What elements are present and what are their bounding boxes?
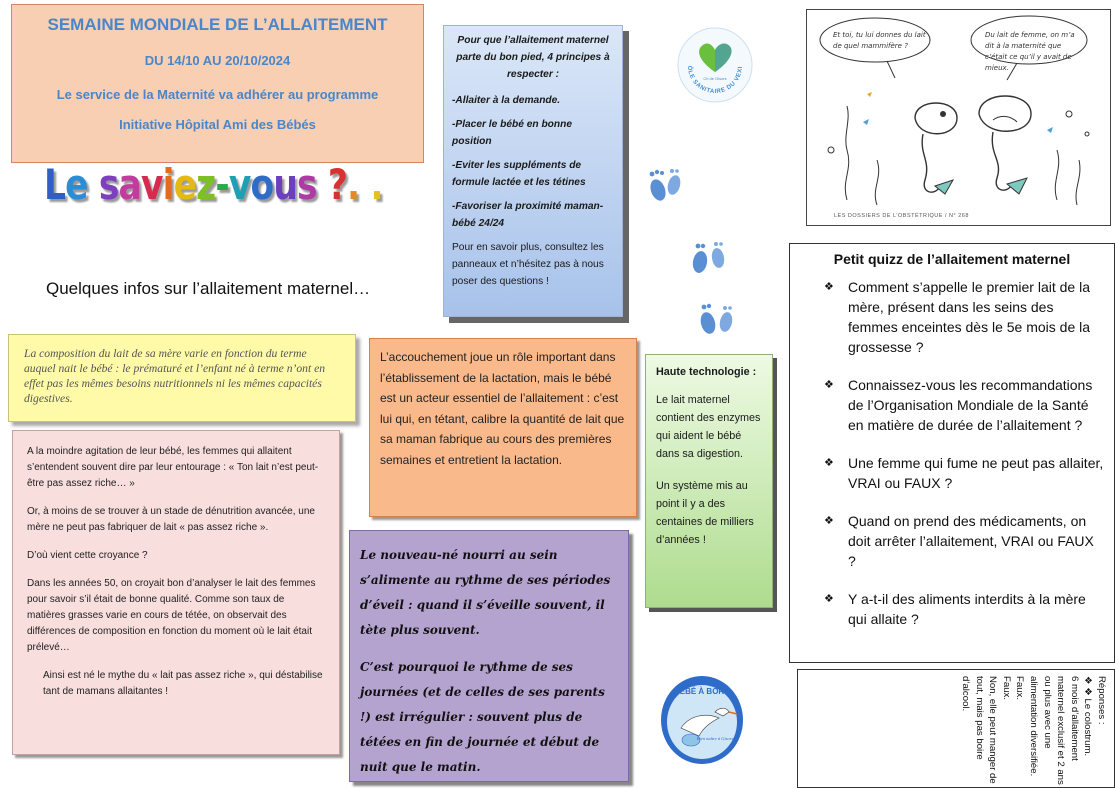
quiz-question-text: Une femme qui fume ne peut pas allaiter, VRAI ou FAUX ? <box>848 455 1104 491</box>
saviez-letter: ? <box>327 160 348 209</box>
technology-title: Haute technologie : <box>656 366 757 378</box>
infos-title: Quelques infos sur l’allaitement maternel… <box>46 279 371 298</box>
saviez-letter: v <box>140 160 163 209</box>
quiz-question <box>800 277 1104 357</box>
technology-paragraph: Le lait maternel contient des enzymes qui aident le bébé dans sa digestion. <box>656 394 761 460</box>
saviez-letter: . <box>347 160 360 209</box>
bubble-right-text: Du lait de femme, on m’a dit à la maternité que c’était ce qu’il y avait de mieux. <box>985 31 1075 72</box>
bebe-logo-sub: Bien naître à Gisors <box>696 736 734 741</box>
principle-item: -Eviter les suppléments de formule lactée et les tétines <box>452 160 586 188</box>
quiz-question <box>800 511 1104 571</box>
saviez-letter: z <box>196 160 216 209</box>
diamond-bullet-icon: ❖ <box>824 281 834 293</box>
composition-note: La composition du lait de sa mère varie en fonction du terme auquel nait le bébé : le prématuré et l’enfant né à terme n’ont en effet pas les mêmes besoins nutritionnels ni les mêmes capacités digestives. <box>8 334 356 422</box>
answer-line: Faux. <box>1014 676 1026 700</box>
footprint-icon <box>682 236 734 282</box>
bebe-logo-title: BÉBÉ À BORD <box>673 687 731 696</box>
principles-box <box>443 25 623 317</box>
saviez-letter <box>317 160 328 209</box>
answers-box <box>797 669 1115 788</box>
quiz-title: Petit quizz de l’allaitement maternel <box>833 251 1071 267</box>
diamond-bullet-icon: ❖ <box>824 593 834 605</box>
pole-logo-small: Ch de Gisors <box>703 76 727 81</box>
saviez-letter: - <box>215 160 229 209</box>
myth-box <box>12 430 340 755</box>
rhythm-paragraph: C’est pourquoi le rythme de ses journées (et de celles de ses parents !) est irrégulier : souvent plus de tétées en fin de journée et début de nuit que le matin. <box>360 660 605 774</box>
answers-rotated-text <box>958 676 1108 788</box>
answer-line: 6 mois d’allaitement maternel exclusif et 2 ans ou plus avec une alimentation diversifiée. <box>1028 676 1080 785</box>
cartoon-image <box>806 9 1111 226</box>
myth-paragraph: Dans les années 50, on croyait bon d’analyser le lait des femmes pour savoir s’il était de bonne qualité. Comme son taux de matières grasses varie en cours de tétée, on observait des différences de composition en fonction du moment où le lait était prélevé… <box>27 578 316 653</box>
saviez-letter: o <box>250 160 274 209</box>
saviez-letter: a <box>118 160 141 209</box>
diamond-bullet-icon: ❖ <box>824 379 834 391</box>
quiz-question <box>800 589 1104 629</box>
saviez-letter: s <box>297 160 317 209</box>
principles-intro: Pour que l’allaitement maternel parte du bon pied, 4 principes à respecter : <box>456 35 610 80</box>
cartoon-source: LES DOSSIERS DE L’OBSTÉTRIQUE / N° 268 <box>834 213 969 219</box>
rhythm-paragraph: Le nouveau-né nourri au sein s’alimente au rythme de ses périodes d’éveil : quand il s’éveille souvent, il tète plus souvent. <box>360 548 611 637</box>
myth-paragraph: D’où vient cette croyance ? <box>27 550 148 561</box>
quiz-question <box>800 375 1104 435</box>
saviez-letter: e <box>65 160 88 209</box>
answer-line: Faux. <box>1000 676 1012 700</box>
lactation-box: L’accouchement joue un rôle important dans l’établissement de la lactation, mais le bébé est un acteur essentiel de l’allaitement : c’est lui qui, en tétant, calibre la quantité de lait que sa maman fabrique au cours des premières semaines et entretient la lactation. <box>369 338 637 517</box>
footprint-icon <box>640 160 690 210</box>
quiz-box <box>789 243 1115 663</box>
principles-outro: Pour en savoir plus, consultez les panneaux et n’hésitez pas à nous poser des questions ! <box>452 242 604 287</box>
diamond-bullet-icon: ❖ <box>824 457 834 469</box>
saviez-letter <box>88 160 99 209</box>
myth-paragraph: A la moindre agitation de leur bébé, les femmes qui allaitent s’entendent souvent dire par leur entourage : « Ton lait n’est peut-être pas assez riche… » <box>27 446 319 489</box>
saviez-letter: e <box>173 160 197 209</box>
saviez-letter: . <box>370 160 383 209</box>
saviez-letter: L <box>44 160 66 209</box>
event-dates: DU 14/10 AU 20/10/2024 <box>144 53 291 68</box>
bubble-left-text: Et toi, tu lui donnes du lait de quel mammifère ? <box>833 31 926 50</box>
quiz-question-text: Connaissez-vous les recommandations de l’Organisation Mondiale de la Santé en matière de durée de l’allaitement ? <box>848 377 1093 433</box>
answer-line: Non, elle peut manger de tout, mais pas boire d’alcool. <box>960 676 999 784</box>
saviez-vous-wordart <box>44 160 383 230</box>
saviez-letter: i <box>162 160 174 209</box>
myth-paragraph: Ainsi est né le mythe du « lait pas assez riche », qui déstabilise tant de mamans allaitantes ! <box>43 670 323 697</box>
bebe-a-bord-logo <box>659 672 745 768</box>
quiz-question <box>800 453 1104 493</box>
myth-paragraph: Or, à moins de se trouver à un stade de dénutrition avancée, une mère ne peut pas fabriquer de lait « pas assez riche ». <box>27 506 315 533</box>
quiz-question-text: Quand on prend des médicaments, on doit arrêter l’allaitement, VRAI ou FAUX ? <box>848 513 1094 569</box>
technology-paragraph: Un système mis au point il y a des centaines de milliers d’années ! <box>656 480 754 546</box>
principle-item: -Favoriser la proximité maman-bébé 24/24 <box>452 201 604 229</box>
rhythm-box <box>349 530 629 782</box>
technology-box <box>645 354 773 608</box>
pole-logo-ring-text: ÔLE SANITAIRE DU VEXI <box>685 65 745 96</box>
event-line-2: Initiative Hôpital Ami des Bébés <box>119 117 316 132</box>
event-line-1: Le service de la Maternité va adhérer au programme <box>56 87 379 102</box>
footprint-icon <box>692 298 744 344</box>
pole-sanitaire-logo <box>676 26 754 104</box>
saviez-letter <box>359 160 370 209</box>
diamond-bullet-icon: ❖ <box>824 515 834 527</box>
event-title: SEMAINE MONDIALE DE L’ALLAITEMENT <box>47 15 388 34</box>
saviez-letter: u <box>273 160 298 209</box>
principle-item: -Allaiter à la demande. <box>452 95 561 106</box>
saviez-letter: v <box>228 160 251 209</box>
saviez-letter: s <box>98 160 119 209</box>
principle-item: -Placer le bébé en bonne position <box>452 119 573 147</box>
quiz-question-text: Y a-t-il des aliments interdits à la mère qui allaite ? <box>848 591 1086 627</box>
answer-line: ❖ ❖ Le colostrum. <box>1082 676 1094 757</box>
quiz-question-text: Comment s’appelle le premier lait de la mère, présent dans les seins des femmes enceintes dès le 5e mois de la grossesse ? <box>848 279 1091 355</box>
answers-title: Réponses : <box>1096 676 1107 725</box>
event-header-box <box>11 4 424 163</box>
